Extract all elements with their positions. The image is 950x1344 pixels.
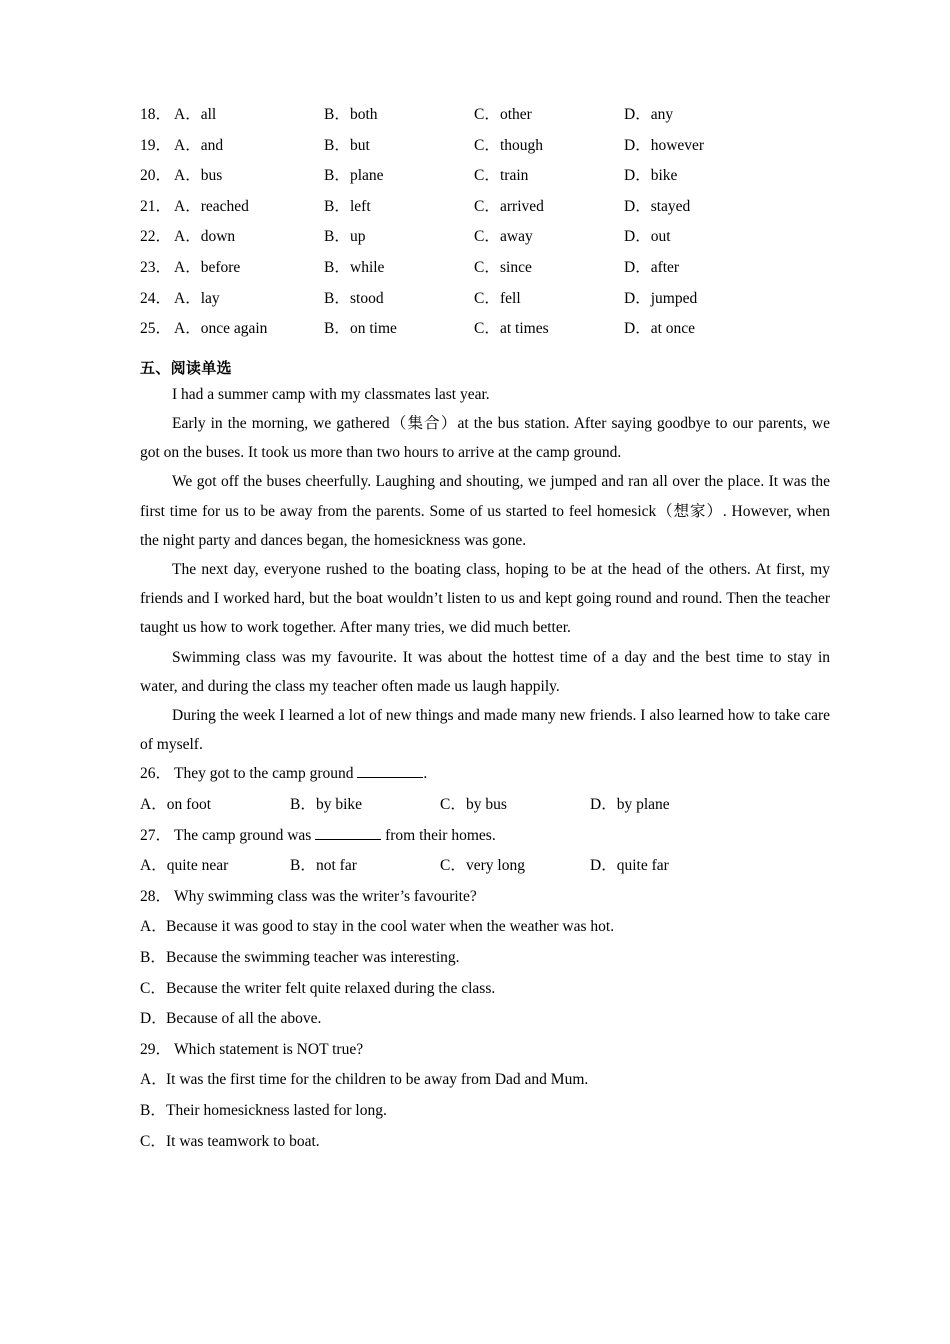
option-text: any <box>650 106 674 123</box>
option-label: A． <box>140 857 167 875</box>
option-text: at once <box>650 320 696 338</box>
option-label: D． <box>624 320 651 338</box>
option-text: both <box>350 106 378 123</box>
option-text: away <box>500 228 533 246</box>
option-text: by bus <box>466 795 507 813</box>
question-29 <box>140 1035 830 1157</box>
passage-paragraph: During the week I learned a lot of new things and made many new friends. I also learned how to take care of myself. <box>140 706 830 754</box>
option-text: It was the first time for the children to be away from Dad and Mum. <box>166 1071 589 1089</box>
option-label: C． <box>474 228 500 246</box>
option-label: D． <box>624 136 651 154</box>
option-text: other <box>500 106 532 123</box>
option-text: bike <box>650 167 678 185</box>
option-c[interactable] <box>474 222 624 253</box>
option-b[interactable] <box>140 1096 830 1127</box>
question-number: 28． <box>140 887 172 905</box>
option-text: quite near <box>166 857 229 875</box>
option-d[interactable] <box>624 161 774 192</box>
option-label: D． <box>624 258 651 276</box>
question-27 <box>140 821 830 882</box>
option-text: up <box>350 228 366 246</box>
option-label: C． <box>474 258 500 276</box>
option-b[interactable] <box>324 222 474 253</box>
option-b[interactable] <box>324 100 474 131</box>
stem-text-after: . <box>423 765 428 783</box>
option-label: C． <box>474 197 500 215</box>
question-number: 25． <box>140 320 172 338</box>
option-c[interactable] <box>474 100 624 131</box>
option-a[interactable] <box>174 161 324 192</box>
option-c[interactable] <box>474 192 624 223</box>
option-label: A． <box>174 228 201 246</box>
table-row <box>140 284 830 315</box>
option-text: on foot <box>166 795 212 813</box>
stem-text-before: The camp ground was <box>174 826 316 844</box>
option-d[interactable] <box>624 222 774 253</box>
option-label: A． <box>174 320 201 338</box>
question-28 <box>140 882 830 1035</box>
option-text: by bike <box>316 795 363 813</box>
option-label: C． <box>140 1132 166 1150</box>
option-a[interactable] <box>174 131 324 162</box>
option-label: A． <box>140 1071 167 1089</box>
table-row <box>140 192 830 223</box>
option-a[interactable] <box>174 222 324 253</box>
option-text: fell <box>500 289 521 307</box>
option-label: C． <box>474 167 500 185</box>
option-text: jumped <box>650 289 698 307</box>
option-text: though <box>500 136 544 154</box>
option-b[interactable] <box>324 192 474 223</box>
option-d[interactable] <box>140 1004 830 1035</box>
option-label: A． <box>140 795 167 813</box>
option-label: B． <box>140 948 166 966</box>
option-text: after <box>650 258 680 276</box>
option-text: by plane <box>616 795 670 813</box>
question-stem <box>140 882 830 913</box>
option-label: A． <box>174 136 201 154</box>
option-label: D． <box>624 167 651 185</box>
question-number: 27． <box>140 826 172 844</box>
option-a[interactable] <box>174 192 324 223</box>
option-label: B． <box>140 1101 166 1119</box>
option-label: C． <box>140 979 166 997</box>
passage-paragraph: I had a summer camp with my classmates last year. <box>172 385 490 403</box>
table-row <box>140 161 830 192</box>
option-b[interactable] <box>324 131 474 162</box>
option-d[interactable] <box>624 100 774 131</box>
option-text: quite far <box>616 857 669 875</box>
option-b[interactable] <box>324 314 474 345</box>
option-text: out <box>650 228 671 246</box>
option-text: while <box>350 258 385 276</box>
cloze-options-block <box>140 100 830 345</box>
option-b[interactable] <box>290 851 440 882</box>
option-c[interactable] <box>474 253 624 284</box>
option-a[interactable] <box>140 912 830 943</box>
option-d[interactable] <box>624 284 774 315</box>
option-text: bus <box>200 167 223 185</box>
option-text: on time <box>350 320 397 338</box>
option-text: left <box>350 197 371 215</box>
option-text: arrived <box>500 197 544 215</box>
option-text: Because it was good to stay in the cool water when the weather was hot. <box>166 918 615 936</box>
option-label: D． <box>590 857 617 875</box>
option-c[interactable] <box>474 314 624 345</box>
option-label: C． <box>474 289 500 307</box>
option-label: A． <box>174 197 201 215</box>
option-text: and <box>200 136 224 154</box>
option-row <box>140 851 830 882</box>
question-number: 23． <box>140 258 172 276</box>
option-text: Because the swimming teacher was interesting. <box>166 948 460 966</box>
option-text: not far <box>316 857 357 875</box>
option-label: B． <box>324 106 350 123</box>
option-text: all <box>200 106 217 123</box>
option-text: Their homesickness lasted for long. <box>166 1101 387 1119</box>
stem-text: Which statement is NOT true? <box>174 1040 364 1058</box>
stem-text-after: from their homes. <box>381 826 496 844</box>
option-b[interactable] <box>324 284 474 315</box>
passage-paragraph: The next day, everyone rushed to the boating class, hoping to be at the head of the others. At first, my friends and I worked hard, but the boat wouldn’t listen to us and kept going round and round. Then the teacher taught us how to work together. After many tries, we did much better. <box>140 560 830 637</box>
question-number: 26． <box>140 765 172 783</box>
option-label: B． <box>324 258 350 276</box>
table-row <box>140 100 830 131</box>
option-label: A． <box>140 918 167 936</box>
option-text: Because the writer felt quite relaxed during the class. <box>166 979 496 997</box>
option-a[interactable] <box>140 851 290 882</box>
passage-paragraph: Swimming class was my favourite. It was about the hottest time of a day and the best time to stay in water, and during the class my teacher often made us laugh happily. <box>140 648 830 695</box>
question-stem <box>140 1035 830 1066</box>
option-label: A． <box>174 258 201 276</box>
option-d[interactable] <box>624 131 774 162</box>
table-row <box>140 253 830 284</box>
table-row <box>140 314 830 345</box>
option-text: very long <box>466 857 525 875</box>
table-row <box>140 131 830 162</box>
option-label: D． <box>140 1010 167 1028</box>
option-a[interactable] <box>174 284 324 315</box>
option-label: C． <box>440 795 466 813</box>
option-text: down <box>200 228 236 246</box>
option-text: stayed <box>650 197 691 215</box>
option-label: B． <box>324 197 350 215</box>
option-label: B． <box>290 795 316 813</box>
option-label: D． <box>590 795 617 813</box>
option-text: lay <box>200 289 220 307</box>
option-d[interactable] <box>624 192 774 223</box>
option-row <box>140 790 830 821</box>
question-number: 22． <box>140 228 172 246</box>
option-text: train <box>500 167 529 185</box>
option-c[interactable] <box>474 284 624 315</box>
option-a[interactable] <box>140 790 290 821</box>
option-d[interactable] <box>590 851 740 882</box>
question-number: 20． <box>140 167 172 185</box>
question-26 <box>140 759 830 820</box>
option-a[interactable] <box>174 100 324 131</box>
option-text: at times <box>500 320 549 338</box>
question-number: 18． <box>140 106 172 123</box>
option-text: once again <box>200 320 268 338</box>
question-stem <box>140 821 830 852</box>
option-c[interactable] <box>474 131 624 162</box>
option-d[interactable] <box>624 314 774 345</box>
passage-paragraph: Early in the morning, we gathered（集合）at the bus station. After saying goodbye to our parents, we got on the buses. It took us more than two hours to arrive at the camp ground. <box>140 414 830 462</box>
table-row <box>140 222 830 253</box>
option-text: It was teamwork to boat. <box>166 1132 320 1150</box>
option-c[interactable] <box>140 974 830 1005</box>
question-number: 24． <box>140 289 172 307</box>
option-b[interactable] <box>324 253 474 284</box>
option-label: B． <box>324 167 350 185</box>
question-number: 21． <box>140 197 172 215</box>
question-number: 29． <box>140 1040 172 1058</box>
option-label: B． <box>290 857 316 875</box>
option-a[interactable] <box>140 1065 830 1096</box>
option-label: A． <box>174 289 201 307</box>
option-label: B． <box>324 289 350 307</box>
option-c[interactable] <box>474 161 624 192</box>
option-label: D． <box>624 197 651 215</box>
option-b[interactable] <box>324 161 474 192</box>
option-label: D． <box>624 228 651 246</box>
option-text: reached <box>200 197 249 215</box>
option-text: but <box>350 136 370 154</box>
option-a[interactable] <box>174 314 324 345</box>
option-d[interactable] <box>624 253 774 284</box>
option-label: C． <box>474 320 500 338</box>
option-label: C． <box>474 136 500 154</box>
option-d[interactable] <box>590 790 740 821</box>
option-text: stood <box>350 289 384 307</box>
option-c[interactable] <box>440 851 590 882</box>
option-label: B． <box>324 228 350 246</box>
option-b[interactable] <box>290 790 440 821</box>
option-text: however <box>650 136 705 154</box>
passage-paragraph: We got off the buses cheerfully. Laughing and shouting, we jumped and ran all over the place. It was the first time for us to be away from the parents. Some of us started to feel homesick（想家）. However, when the night party and dances began, the homesickness was gone. <box>140 473 830 549</box>
stem-text: Why swimming class was the writer’s favourite? <box>174 887 477 905</box>
answer-blank[interactable] <box>315 839 381 840</box>
option-label: B． <box>324 320 350 338</box>
section-heading: 五、阅读单选 <box>140 358 232 377</box>
option-text: plane <box>350 167 384 185</box>
option-a[interactable] <box>174 253 324 284</box>
option-label: A． <box>174 167 201 185</box>
option-label: C． <box>474 106 500 123</box>
question-stem <box>140 759 830 790</box>
option-c[interactable] <box>440 790 590 821</box>
stem-text-before: They got to the camp ground <box>174 765 358 783</box>
answer-blank[interactable] <box>357 777 423 778</box>
question-number: 19． <box>140 136 172 154</box>
option-c[interactable] <box>140 1127 830 1158</box>
option-text: Because of all the above. <box>166 1010 322 1028</box>
option-label: A． <box>174 106 201 123</box>
option-b[interactable] <box>140 943 830 974</box>
reading-passage <box>140 380 830 760</box>
option-label: B． <box>324 136 350 154</box>
option-text: since <box>500 258 532 276</box>
option-label: D． <box>624 106 651 123</box>
option-label: C． <box>440 857 466 875</box>
option-text: before <box>200 258 241 276</box>
option-label: D． <box>624 289 651 307</box>
